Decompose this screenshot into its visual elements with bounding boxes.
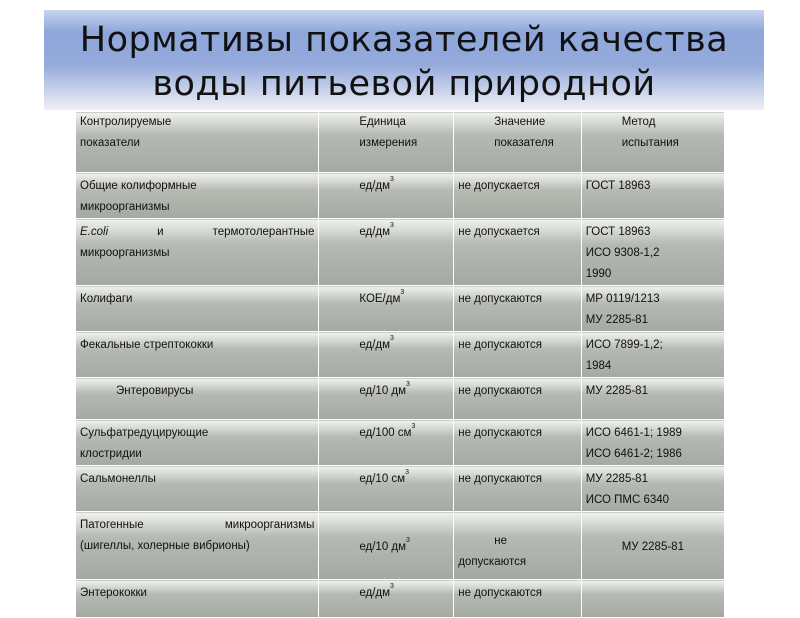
cell-text: микроорганизмы xyxy=(80,247,170,259)
header-text: испытания xyxy=(621,137,679,149)
cell-text: Фекальные стрептококки xyxy=(80,339,214,351)
value-cell xyxy=(454,286,581,332)
cell-text: клостридии xyxy=(80,448,142,460)
cell-text: не допускаются xyxy=(458,293,543,305)
cell-text: Сальмонеллы xyxy=(80,473,156,485)
indicator-cell xyxy=(76,286,319,332)
header-text: Контролируемые xyxy=(80,116,172,128)
cell-text: ИСО 7899-1,2; xyxy=(585,339,663,351)
cell-text: ИСО 6461-1; 1989 xyxy=(585,427,682,439)
indicator-cell xyxy=(76,332,319,378)
value-cell xyxy=(454,580,581,618)
cell-text: E.coli xyxy=(80,226,109,238)
unit-superscript: 3 xyxy=(400,289,405,296)
unit-superscript: 3 xyxy=(406,536,410,544)
unit-cell xyxy=(319,332,454,378)
header-indicator xyxy=(76,112,319,173)
method-cell xyxy=(581,332,724,378)
cell-text: микроорганизмы xyxy=(80,201,170,213)
indicator-cell xyxy=(76,420,319,466)
cell-text: ИСО 6461-2; 1986 xyxy=(585,448,682,460)
cell-text: 1990 xyxy=(585,268,612,280)
cell-text: не допускается xyxy=(458,180,540,192)
cell-text: не допускается xyxy=(458,226,540,238)
cell-text: не допускаются xyxy=(458,587,543,599)
value-cell xyxy=(454,332,581,378)
cell-text: МУ 2285-81 xyxy=(585,473,648,485)
header-method xyxy=(581,112,724,173)
table-row xyxy=(76,420,725,466)
cell-text: ед/дм xyxy=(359,226,391,238)
cell-text: МУ 2285-81 xyxy=(585,385,648,397)
cell-text: МУ 2285-81 xyxy=(585,314,648,326)
method-cell xyxy=(581,420,724,466)
cell-text: ед/дм xyxy=(359,587,391,599)
cell-text: Энтеровирусы xyxy=(116,385,194,397)
unit-superscript: 3 xyxy=(390,222,394,229)
cell-text: ед/100 см xyxy=(359,427,412,439)
unit-cell xyxy=(319,466,454,512)
header-text: Единица xyxy=(359,116,406,128)
cell-text: 1984 xyxy=(585,360,612,372)
title-line-2: воды питьевой природной xyxy=(152,64,656,104)
cell-text: не допускаются xyxy=(458,427,543,439)
table-row xyxy=(76,219,725,286)
unit-cell xyxy=(319,378,454,420)
table-row xyxy=(76,173,725,219)
unit-cell xyxy=(319,512,454,580)
method-cell xyxy=(581,378,724,420)
unit-cell xyxy=(319,580,454,618)
cell-text: не допускаются xyxy=(458,339,543,351)
unit-superscript: 3 xyxy=(390,335,394,342)
indicator-cell xyxy=(76,173,319,219)
cell-text: не допускаются xyxy=(458,473,543,485)
value-cell xyxy=(454,219,581,286)
unit-superscript: 3 xyxy=(390,176,394,183)
table-row xyxy=(76,466,725,512)
unit-cell xyxy=(319,219,454,286)
cell-text: Патогенные xyxy=(80,519,144,531)
standards-table xyxy=(75,111,725,597)
table-row xyxy=(76,378,725,420)
cell-text: МУ 2285-81 xyxy=(621,540,684,553)
method-cell xyxy=(581,219,724,286)
cell-text: ед/10 дм xyxy=(359,385,407,397)
table-header-row xyxy=(76,112,725,173)
table-row xyxy=(76,332,725,378)
unit-superscript: 3 xyxy=(411,423,416,430)
indicator-cell xyxy=(76,219,319,286)
cell-text: ед/дм xyxy=(359,339,391,351)
method-cell xyxy=(581,286,724,332)
cell-text: не допускаются xyxy=(458,385,543,397)
method-cell xyxy=(581,173,724,219)
cell-text: микроорганизмы xyxy=(224,519,315,531)
cell-text: (шигеллы, холерные вибрионы) xyxy=(80,540,250,552)
unit-superscript: 3 xyxy=(405,469,409,476)
cell-text: КОЕ/дм xyxy=(359,293,401,305)
value-cell xyxy=(454,512,581,580)
table-row xyxy=(76,512,725,580)
method-cell xyxy=(581,580,724,618)
header-text: измерения xyxy=(359,137,418,149)
method-cell xyxy=(581,466,724,512)
cell-text: допускаются xyxy=(458,556,527,568)
header-text: Метод xyxy=(621,116,656,128)
unit-cell xyxy=(319,173,454,219)
cell-text: Общие колиформные xyxy=(80,180,197,192)
method-cell xyxy=(581,512,724,580)
indicator-cell xyxy=(76,378,319,420)
indicator-cell xyxy=(76,580,319,618)
cell-text: ед/дм xyxy=(359,180,391,192)
cell-text: ед/10 см xyxy=(359,473,406,485)
header-text: Значение xyxy=(494,116,546,128)
cell-text: ГОСТ 18963 xyxy=(585,226,651,238)
table-row xyxy=(76,580,725,618)
indicator-cell xyxy=(76,512,319,580)
title-line-1: Нормативы показателей качества xyxy=(79,20,729,60)
value-cell xyxy=(454,173,581,219)
cell-text: Сульфатредуцирующие xyxy=(80,427,209,439)
unit-cell xyxy=(319,420,454,466)
cell-text: Колифаги xyxy=(80,293,133,305)
slide-title xyxy=(44,18,764,106)
header-text: показателя xyxy=(494,137,554,149)
cell-text: ИСО ПМС 6340 xyxy=(585,494,670,506)
cell-text: МР 0119/1213 xyxy=(585,293,660,305)
cell-text: ед/10 дм xyxy=(359,540,407,553)
cell-text: ИСО 9308-1,2 xyxy=(585,247,660,259)
cell-text: не xyxy=(494,535,507,547)
cell-text: ГОСТ 18963 xyxy=(585,180,651,192)
table-row xyxy=(76,286,725,332)
header-value xyxy=(454,112,581,173)
unit-cell xyxy=(319,286,454,332)
cell-text: термотолерантные xyxy=(212,226,315,238)
header-text: показатели xyxy=(80,137,140,149)
cell-text: и xyxy=(157,226,164,238)
value-cell xyxy=(454,420,581,466)
unit-superscript: 3 xyxy=(390,583,394,590)
value-cell xyxy=(454,378,581,420)
unit-superscript: 3 xyxy=(406,381,410,388)
value-cell xyxy=(454,466,581,512)
cell-text: Энтерококки xyxy=(80,587,147,599)
header-unit xyxy=(319,112,454,173)
indicator-cell xyxy=(76,466,319,512)
